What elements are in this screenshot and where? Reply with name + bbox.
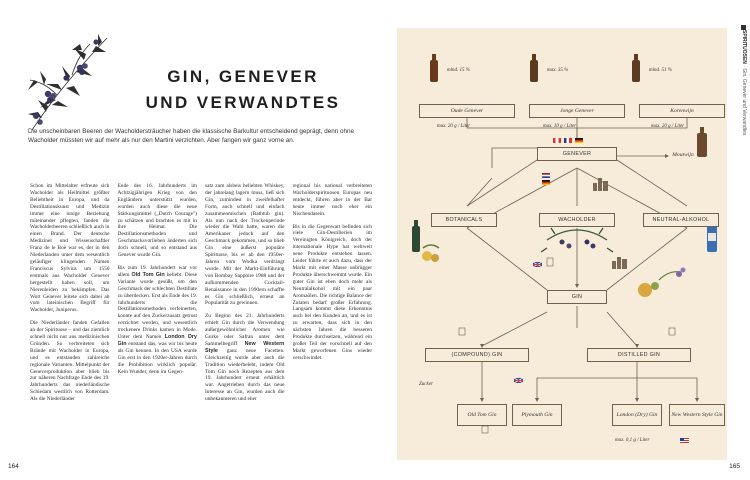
jonge-genever-sugar: max. 10 g / Liter [543,124,577,129]
text-column-3 [205,183,285,451]
gin-family-diagram [397,28,727,460]
oude-genever-abv: mind. 15 % [447,68,470,73]
wacholder-box: WACHOLDER [539,213,615,227]
oude-genever-box: Oude Genever [419,104,515,118]
bold-term: New Western Style [205,340,285,354]
text-column-2 [118,183,198,451]
body-paragraph: Bis in die Gegenwart befinden sich viele Gin-Destillerien im Vereinigten Königreich, doch der internationale Hype hat weltweit neue Produkte entstehen lassen. Leider führte er auch dazu, dass der Markt mit einer Masse unbrügger Produkte überschwemmt wurde. Ein guter Gin ist eben doch mehr als Neutralalkohol mit ein paar Aromaölen. Die richtige Balance der Zutaten bedarf großer Erfahrung. Langsam kommt diese Erkenntnis auch bei den Kunden an, und es ist zu erwarten, dass sich in den nächsten Jahren die besseren Produkte durchsetzen, während ein großer Teil der vorschnell auf den Markt geworfenen Gins wieder verschwindet. [292,223,372,361]
distilled-gin-box: DISTILLED GIN [587,348,691,362]
title-line-2: UND VERWANDTES [145,93,341,112]
body-paragraph: Zu Beginn des 21. Jahrhunderts erhielt Gin durch die Verwendung außergewöhnlicher Aromen wie Gurke oder Safran unter dem Sammelbegriff New Western Style ganz neue Facetten. Gleichzeitig wurde aber auch die Tradition wiederbelebt, indem Old Tom Gin noch Rezepten aus dem 19. Jahrhundert erneut erhältlich war. Angetrieben durch das neue Interesse an Gin, wurden auch die unbekannteren und eher [205,313,285,403]
page-title [118,64,368,116]
jonge-genever-abv: max. 35 % [547,68,569,73]
bottom-sugar-limit: max. 0,1 g / Liter [615,438,650,443]
diagram-connectors [397,28,727,460]
new-western-style-gin-box: New Western Style Gin [669,404,725,426]
side-section-label [738,30,748,230]
body-paragraph: Bis zum 19. Jahrhundert war vor allem Old Tom Gin beliebt. Diese Variante wurde gesüßt, um den Geschmack der schlechten Destillate zu überdecken. Erst als Ende des 19. Jahrhunderts die Destillationsmethoden verfeinerten, konnte auf den Zuckerzusatz getrost verzichtet werden, und wesentlich trockenere Drinks kamen in Mode. Unter dem Namen London Dry Gin entstand das, was wir bis heute als Gin kennen. In den USA wurde Gin erst in den 1920er-Jahren durch die Prohibition wirklich populär. Kein Wunder, denn im Gegen- [117,264,197,375]
gin-box: GIN [547,290,607,304]
moutwijn-label: Moutwijn [672,151,694,158]
page-number-right: 165 [729,463,740,470]
title-line-1: GIN, GENEVER [167,67,319,86]
right-page [375,0,750,480]
jonge-genever-box: Jonge Genever [529,104,625,118]
plymouth-gin-box: Plymouth Gin [512,404,562,426]
text-column-1 [30,183,110,451]
text-column-4 [293,183,373,451]
london-dry-gin-box: London (Dry) Gin [612,404,662,426]
sugar-label: Zucker [419,382,433,387]
bold-term: London Dry Gin [117,334,197,347]
old-tom-gin-box: Old Tom Gin [457,404,507,426]
oude-genever-sugar: max. 20 g / Liter [437,124,471,129]
neutral-alcohol-box: NEUTRAL-ALKOHOL [643,213,719,227]
body-paragraph: satz zum alsbeis beliebten Whiskey, der jahrelang lagern muss, ließ sich Gin, zumindest in zweifelhafter Form, auch schnell und einfach zusammenmischen (Bathtub gin). Als nun nach der Trockenperiode wieder die Wahl hatte, waren die Amerikaner jedoch auf den Geschmack gekommen, und so blieb Gin eine äußerst populäre Spirituose, bis er ab den 1950er-Jahren vom Wodka verdrängt wurde. Mit der Markt-Einführung von Bombay Sapphire 1988 und der aufkommenden Cocktail-Renaissance in den 1990ern schaffte es Gin schließlich, erneut an Popularität zu gewinnen. [205,183,285,307]
side-label-section: SPIRITUOSEN [741,30,747,64]
korenwijn-sugar: max. 20 g / Liter [651,124,685,129]
page-number-left: 164 [8,463,19,470]
korenwijn-box: Korenwijn [639,104,725,118]
gin-botanicals-illustration [638,268,686,298]
genever-box: GENEVER [537,147,617,161]
body-paragraph: regional bis national verbreiteten Wacholderspirituosen Europas neu entdeckt, führen aber in der Bar heute immer noch eher ein Nischendasein. [292,183,372,217]
botanicals-box: BOTANICALS [431,213,497,227]
korenwijn-abv: mind. 51 % [649,68,672,73]
body-paragraph: Schon im Mittelalter erfreute sich Wacholder als Heilmittel größter Beliebtheit in Europa, und da Destillationskunst und Medizin immer eine innige Beziehung miteinander pflegten, fanden die Wacholderbeeren schließlich auch in einen Brand. Der deutsche Mediziner und Wissenschaftler Franz de le Boë war es, der in den Niederlanden unter dem wesentlich geläufiger klingenden Namen Franciscus Sylvius um 1550 erstmals aus Wacholder Genever hergestellt haben soll, um Nierenleiden zu bekämpfen. Das Wort Genever leitete sich dabei ab vom lateinischen Begriff für Wacholder, Juniperus. [30,183,110,314]
bold-term: Old Tom Gin [131,271,165,278]
body-paragraph: Die Niederländer fanden Gefallen an der Spirituose – und das ziemlich schnell nicht nur aus medizinischen Gründen. So verbreiteten sich Brände mit Wacholder in Europa, und es entstanden zahlreiche regionale Varianten. Mittelpunkt der Geneverproduktion aber blieb bis zur näheren Nachfrage Ende des 19. Jahrhunderts das niederländische Schiedam westlich von Rotterdam. Als die Niederländer [30,320,110,403]
body-text-columns [30,183,372,451]
juniper-branch-illustration [22,30,114,135]
side-label-topic: · Gin, Genever und Verwandtes [741,63,747,136]
body-paragraph: Ende des 16. Jahrhunderts im Achtzigjährigen Krieg von den Engländern unterstützt wurden, wurden auch diese die neue Stärkungsmittel („Dutch Courage") zu schätzen und brachten es mit in ihre Heimat. Die Destillationsmethoden und Geschmacksvorlieben änderten sich doch schnell, und so entstand aus Genever wurde Gin. [117,183,197,259]
lead-paragraph: Die unscheinbaren Beeren der Wacholdersträucher haben die klassische Barkultur entscheidend geprägt, denn ohne Wacholder müssten wir auf mehr als nur den Martini verzichten. Aber fangen wir ganz vorne an. [28,128,355,144]
compound-gin-box: (COMPOUND) GIN [425,348,529,362]
